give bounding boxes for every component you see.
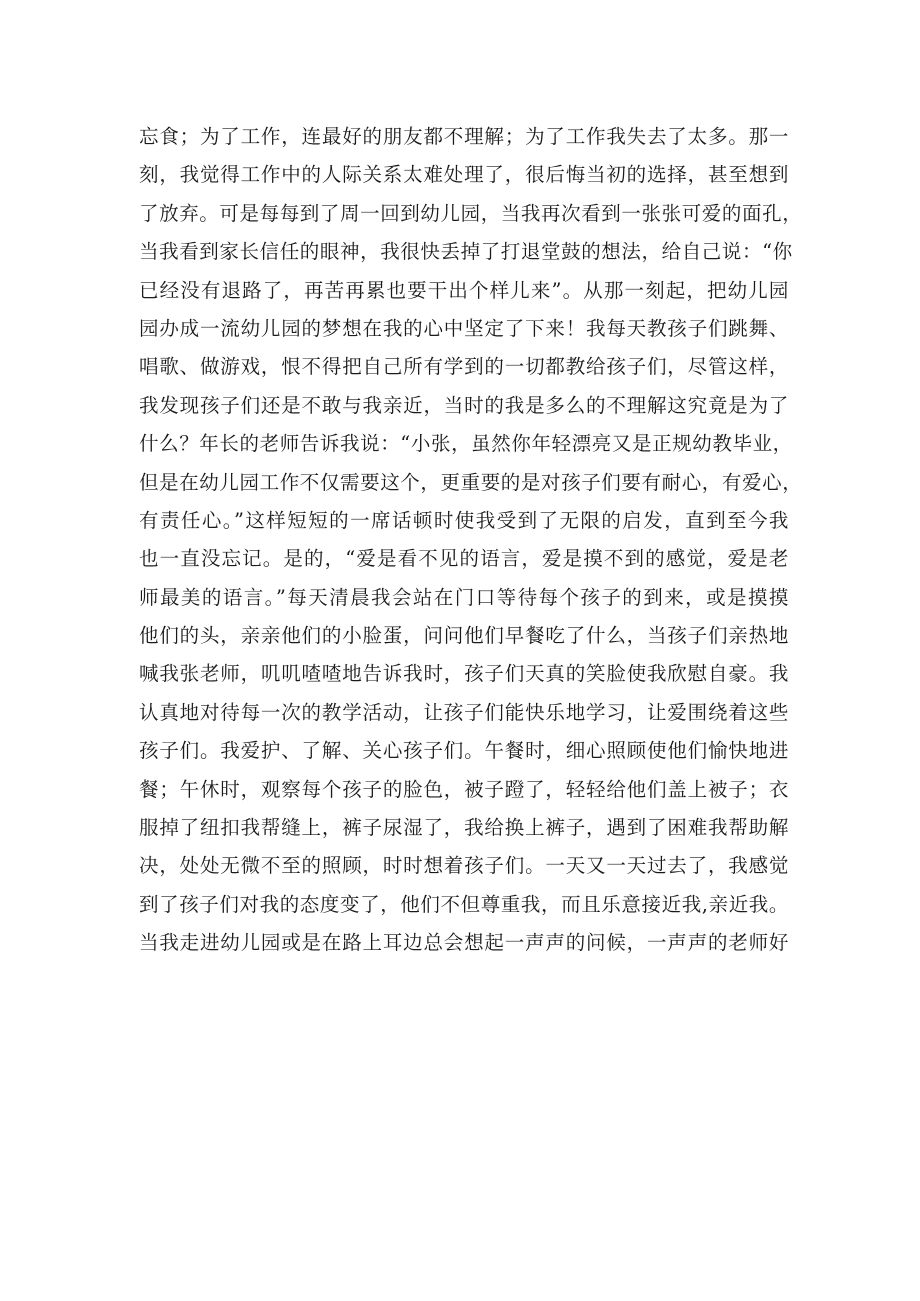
text-line: 孩子们。我爱护、了解、关心孩子们。午餐时，细心照顾使他们愉快地进 bbox=[139, 739, 789, 763]
text-line: 认真地对待每一次的教学活动，让孩子们能快乐地学习，让爱围绕着这些 bbox=[139, 700, 789, 724]
text-line: 决，处处无微不至的照顾，时时想着孩子们。一天又一天过去了，我感觉 bbox=[139, 854, 789, 878]
text-line: 了放弃。可是每每到了周一回到幼儿园，当我再次看到一张张可爱的面孔， bbox=[139, 201, 803, 225]
text-line: 当我走进幼儿园或是在路上耳边总会想起一声声的问候，一声声的老师好 bbox=[139, 931, 789, 955]
text-line: 喊我张老师，叽叽喳喳地告诉我时，孩子们天真的笑脸使我欣慰自豪。我 bbox=[139, 662, 789, 686]
text-line: 师最美的语言。”每天清晨我会站在门口等待每个孩子的到来，或是摸摸 bbox=[139, 585, 789, 609]
text-line: 到了孩子们对我的态度变了，他们不但尊重我，而且乐意接近我,亲近我。 bbox=[139, 892, 789, 916]
text-line: 什么？年长的老师告诉我说：“小张，虽然你年轻漂亮又是正规幼教毕业， bbox=[139, 432, 793, 456]
text-line: 餐；午休时，观察每个孩子的脸色，被子蹬了，轻轻给他们盖上被子；衣 bbox=[139, 777, 789, 801]
text-line: 我发现孩子们还是不敢与我亲近，当时的我是多么的不理解这究竟是为了 bbox=[139, 393, 789, 417]
text-line: 服掉了纽扣我帮缝上，裤子尿湿了，我给换上裤子，遇到了困难我帮助解 bbox=[139, 816, 789, 840]
text-line: 已经没有退路了，再苦再累也要干出个样儿来”。从那一刻起，把幼儿园 bbox=[139, 278, 789, 302]
text-line: 有责任心。”这样短短的一席话顿时使我受到了无限的启发，直到至今我 bbox=[139, 508, 789, 532]
text-line: 刻，我觉得工作中的人际关系太难处理了，很后悔当初的选择，甚至想到 bbox=[139, 163, 789, 187]
text-line: 他们的头，亲亲他们的小脸蛋，问问他们早餐吃了什么，当孩子们亲热地 bbox=[139, 624, 789, 648]
text-line: 唱歌、做游戏，恨不得把自己所有学到的一切都教给孩子们，尽管这样， bbox=[139, 355, 789, 379]
text-line: 也一直没忘记。是的，“爱是看不见的语言，爱是摸不到的感觉，爱是老 bbox=[139, 547, 789, 571]
text-line: 当我看到家长信任的眼神，我很快丢掉了打退堂鼓的想法，给自己说：“你 bbox=[139, 240, 793, 264]
body-paragraph bbox=[139, 118, 803, 963]
text-line: 园办成一流幼儿园的梦想在我的心中坚定了下来！我每天教孩子们跳舞、 bbox=[139, 316, 789, 340]
text-line: 但是在幼儿园工作不仅需要这个，更重要的是对孩子们要有耐心，有爱心， bbox=[139, 470, 803, 494]
text-line: 忘食；为了工作，连最好的朋友都不理解；为了工作我失去了太多。那一 bbox=[139, 125, 789, 148]
